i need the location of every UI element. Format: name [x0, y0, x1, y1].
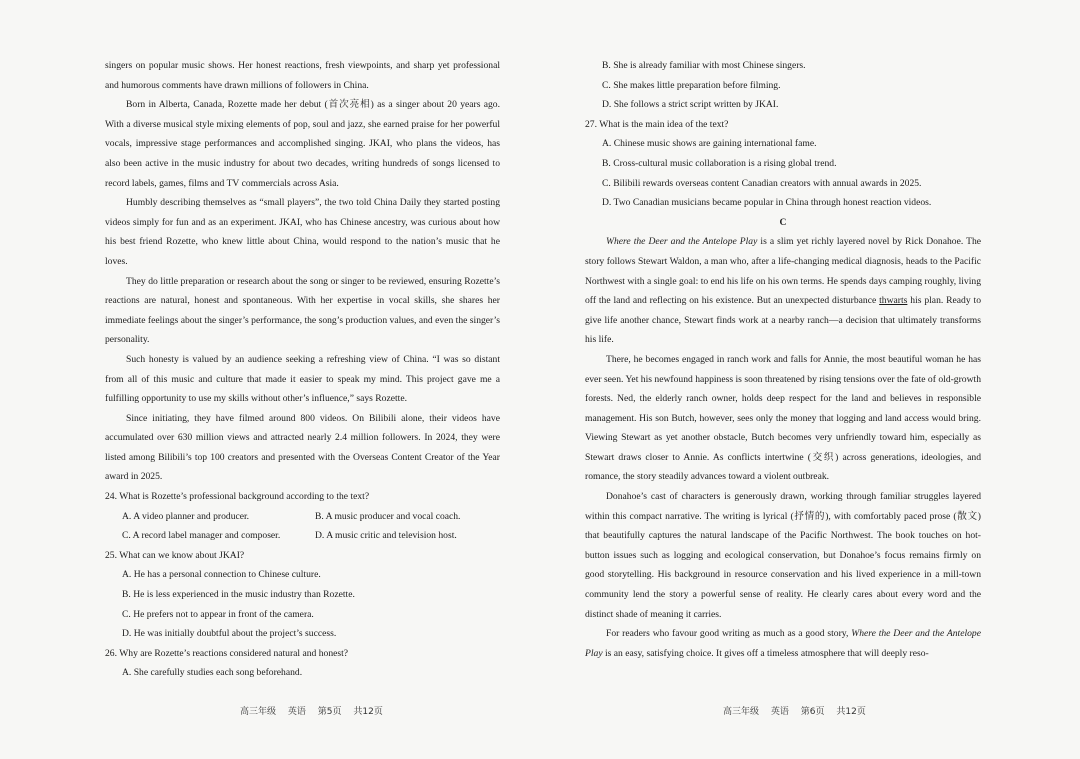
footer-subject: 英语: [287, 707, 306, 717]
footer-total: 共12页: [353, 707, 383, 717]
option-a: A. He has a personal connection to Chinese culture.: [122, 569, 321, 581]
question-26: [105, 644, 500, 683]
paragraph-4: [585, 624, 981, 663]
option-c: C. She makes little preparation before filming.: [602, 79, 781, 91]
option-d: D. A music critic and television host.: [315, 530, 457, 542]
paragraph-text: is a slim yet richly layered novel by Rick Donahoe. The story follows Stewart Waldon, a man who, after a life-changing medical diagnosis, heads to the Pacific Northwest with a single goal: to end his life on his own terms. He spends days camping roughly, living off the land and reflecting on his existence. But an unexpected disturbance: [585, 236, 981, 307]
paragraph-3: Humbly describing themselves as “small players”, the two told China Daily they started posting videos simply for fun and as an experiment. JKAI, who has Chinese ancestry, was curious about how his best friend Rozette, who knew little about China, would respond to the nation’s music that he loves.: [105, 197, 500, 267]
underlined-word: thwarts: [879, 295, 908, 307]
book-title: Where the Deer and the Antelope Play: [585, 628, 981, 659]
option-b: B. A music producer and vocal coach.: [315, 510, 461, 522]
option-c: C. A record label manager and composer.: [122, 530, 281, 542]
question-24: [105, 487, 500, 546]
paragraph-3: Donahoe’s cast of characters is generously drawn, working through familiar struggles layered within this compact narrative. The writing is lyrical (抒情的), with comfortably paced prose (散文) that beautifully captures the natural landscape of the Pacific Northwest. The book touches on hot-button issues such as logging and ecological conservation, but Donahoe’s focus remains firmly on good storytelling. His background in resource conservation and his lived experience in a mill-town community lend the story a powerful sense of reality. He clearly cares about every word and the distinct shade of meaning it carries.: [585, 491, 981, 620]
question-stem: 24. What is Rozette’s professional background according to the text?: [105, 491, 370, 503]
paragraph-5: Such honesty is valued by an audience seeking a refreshing view of China. “I was so distant from all of this music and culture that made it easier to speak my mind. This project gave me a fulfilling opportunity to use my skills without other’s influence,” says Rozette.: [105, 353, 500, 405]
paragraph-text: is an easy, satisfying choice. It gives off a timeless atmosphere that will deeply reso-: [602, 647, 929, 659]
paragraph-2: There, he becomes engaged in ranch work and falls for Annie, the most beautiful woman he has ever seen. Yet his newfound happiness is soon threatened by rising tensions over the fate of old-growth forests. Ned, the elderly ranch owner, holds deep respect for the land and believes in responsible management. His son Butch, however, sees only the money that logging and land access would bring. Viewing Stewart as yet another obstacle, Butch becomes very unfriendly toward him, especially as Stewart draws closer to Annie. As conflicts intertwine (交织) across generations, ideologies, and romance, the story steadily advances toward a violent outbreak.: [585, 353, 981, 483]
option-d: D. Two Canadian musicians became popular in China through honest reaction videos.: [602, 197, 932, 209]
paragraph-2: Born in Alberta, Canada, Rozette made her debut (首次亮相) as a singer about 20 years ago. With a diverse musical style mixing elements of pop, soul and jazz, she earned praise for her powerful vocals, impressive stage performances and accomplished singing. JKAI, who plans the videos, has also been active in the music industry for about two decades, writing hundreds of songs licensed to record labels, games, films and TV commercials across Asia.: [105, 99, 500, 189]
question-25: [105, 546, 500, 644]
option-a: A. She carefully studies each song beforehand.: [122, 667, 303, 679]
option-b: B. He is less experienced in the music industry than Rozette.: [122, 589, 355, 601]
footer-subject: 英语: [770, 707, 789, 717]
option-row: [122, 507, 500, 527]
question-stem: 25. What can we know about JKAI?: [105, 549, 245, 561]
footer-total: 共12页: [836, 707, 866, 717]
paragraph-6: Since initiating, they have filmed around 800 videos. On Bilibili alone, their videos have accumulated over 630 million views and attracted nearly 2.4 million followers. In 2024, they were listed among Bilibili’s top 100 creators and presented with the Overseas Content Creator of the Year award in 2025.: [105, 412, 500, 483]
footer-grade: 高三年级: [723, 707, 760, 717]
question-27: [585, 115, 981, 213]
option-a: A. Chinese music shows are gaining international fame.: [602, 138, 817, 150]
option-c: C. Bilibili rewards overseas content Canadian creators with annual awards in 2025.: [602, 177, 922, 189]
right-page: [585, 56, 981, 696]
option-b: B. Cross-cultural music collaboration is a rising global trend.: [602, 157, 837, 169]
left-page: [105, 56, 500, 696]
option-a: A. A video planner and producer.: [122, 510, 250, 522]
paragraph-1: singers on popular music shows. Her honest reactions, fresh viewpoints, and sharp yet professional and humorous comments have drawn millions of followers in China.: [105, 60, 500, 91]
footer-page: 第6页: [800, 707, 825, 717]
right-page-footer: [723, 704, 875, 717]
footer-page: 第5页: [317, 707, 342, 717]
paragraph-text: his plan. Ready to give life another chance, Stewart finds work at a nearby ranch—a decision that ultimately transforms his life.: [585, 295, 981, 346]
option-row: [122, 526, 500, 546]
option-b: B. She is already familiar with most Chinese singers.: [602, 60, 806, 71]
question-stem: 27. What is the main idea of the text?: [585, 118, 729, 130]
footer-grade: 高三年级: [240, 707, 277, 717]
option-c: C. He prefers not to appear in front of the camera.: [122, 608, 314, 620]
section-heading: C: [779, 216, 787, 228]
paragraph-4: They do little preparation or research about the song or singer to be reviewed, ensuring Rozette’s reactions are natural, honest and spontaneous. With her expertise in vocal skills, she shares her immediate feelings about the singer’s performance, the song’s production values, and even the singer’s personality.: [105, 275, 500, 346]
question-26-continued: [585, 56, 981, 115]
book-title: Where the Deer and the Antelope Play: [606, 236, 758, 248]
paragraph-1: [585, 232, 981, 350]
option-d: D. He was initially doubtful about the project’s success.: [122, 628, 337, 640]
option-d: D. She follows a strict script written by JKAI.: [602, 99, 779, 111]
left-page-footer: [240, 704, 392, 717]
paragraph-text: For readers who favour good writing as much as a good story,: [606, 628, 852, 640]
question-stem: 26. Why are Rozette’s reactions considered natural and honest?: [105, 647, 349, 659]
